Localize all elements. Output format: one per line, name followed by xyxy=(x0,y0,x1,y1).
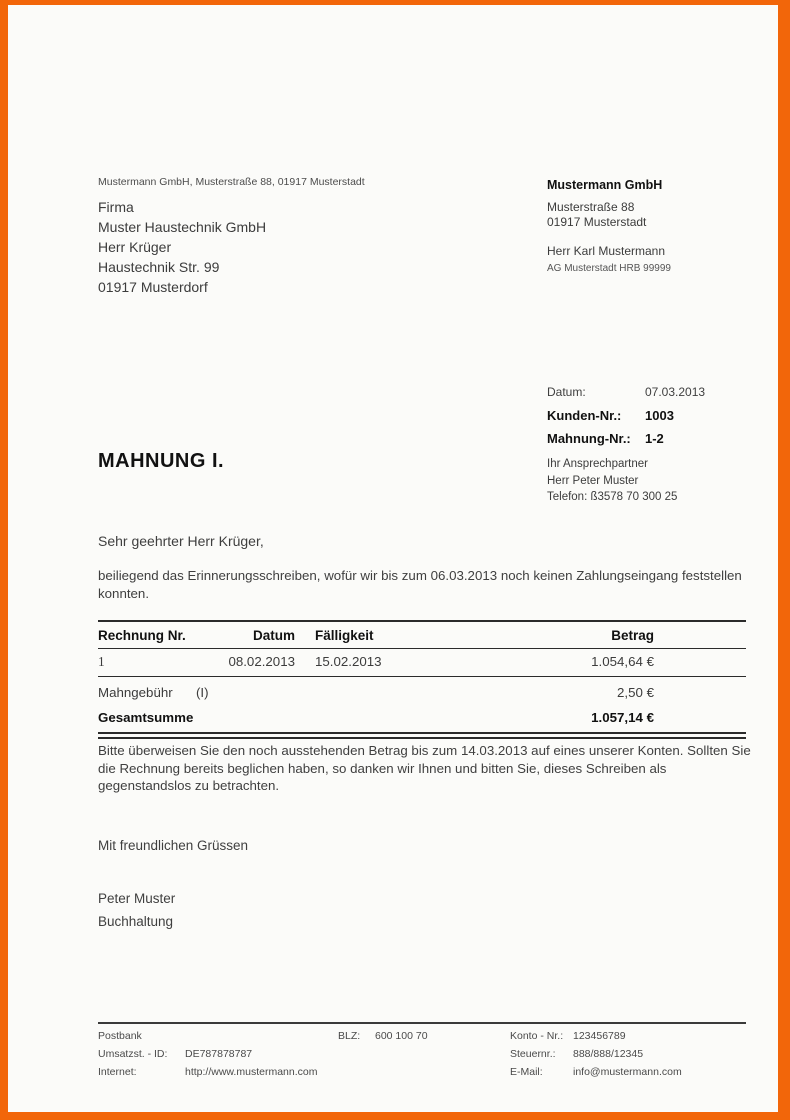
document-meta-block xyxy=(547,385,752,454)
fee-row xyxy=(98,677,746,707)
footer-internet-label: Internet: xyxy=(98,1066,137,1078)
recipient-line: Muster Haustechnik GmbH xyxy=(98,219,267,235)
recipient-line: Herr Krüger xyxy=(98,239,172,255)
header-amount: Betrag xyxy=(611,628,654,643)
closing-salutation: Mit freundlichen Grüssen xyxy=(98,838,249,853)
header-due-date: Fälligkeit xyxy=(315,628,374,643)
date-label: Datum: xyxy=(547,385,586,399)
contact-name: Herr Peter Muster xyxy=(547,474,639,487)
customer-number-label: Kunden-Nr.: xyxy=(547,408,622,423)
footer-internet-value: http://www.mustermann.com xyxy=(185,1066,318,1078)
invoice-table xyxy=(98,620,746,739)
table-header-row xyxy=(98,620,746,649)
footer-taxno-value: 888/888/12345 xyxy=(573,1048,644,1060)
company-registry: AG Musterstadt HRB 99999 xyxy=(547,263,671,274)
contact-phone: Telefon: ß3578 70 300 25 xyxy=(547,491,678,503)
footer-account-label: Konto - Nr.: xyxy=(510,1030,564,1042)
date-value: 07.03.2013 xyxy=(645,385,706,399)
contact-heading: Ihr Ansprechpartner xyxy=(547,458,649,470)
page-title: MAHNUNG I. xyxy=(98,450,225,472)
company-contact-person: Herr Karl Mustermann xyxy=(547,244,666,258)
salutation: Sehr geehrter Herr Krüger, xyxy=(98,533,264,549)
footer-row xyxy=(98,1048,746,1066)
cell-due-date: 15.02.2013 xyxy=(315,654,382,669)
letter-footer xyxy=(98,1022,746,1084)
total-spacer xyxy=(193,710,591,725)
footer-vatid-value: DE787878787 xyxy=(185,1048,253,1060)
fee-note: (I) xyxy=(196,685,209,700)
fee-label: Mahngebühr xyxy=(98,685,173,700)
table-bottom-rule xyxy=(98,732,746,739)
header-date: Datum xyxy=(252,628,295,643)
meta-customer-row xyxy=(547,408,752,431)
meta-dunning-row xyxy=(547,431,752,454)
dunning-number-value: 1-2 xyxy=(645,431,664,446)
footer-email-value: info@mustermann.com xyxy=(573,1066,682,1078)
customer-number-value: 1003 xyxy=(645,408,674,423)
footer-row xyxy=(98,1066,746,1084)
cell-date: 08.02.2013 xyxy=(228,654,295,669)
cell-invoice-number: 1 xyxy=(98,654,105,669)
body-paragraph: Bitte überweisen Sie den noch ausstehenden Betrag bis zum 14.03.2013 auf eines unserer Konten. Sollten Sie die Rechnung bereits beglichen haben, so danken wir Ihnen und bitten Sie, dieses Schreiben als gegenstandslos zu betrachten. xyxy=(98,743,751,793)
footer-bank-name: Postbank xyxy=(98,1030,142,1042)
recipient-line: Haustechnik Str. 99 xyxy=(98,259,220,275)
fee-amount: 2,50 € xyxy=(617,685,654,700)
footer-email-label: E-Mail: xyxy=(510,1066,543,1078)
footer-account-value: 123456789 xyxy=(573,1030,626,1042)
recipient-line: Firma xyxy=(98,199,134,215)
company-street: Musterstraße 88 xyxy=(547,200,635,214)
company-name: Mustermann GmbH xyxy=(547,178,663,192)
cell-amount: 1.054,64 € xyxy=(591,654,654,669)
total-row xyxy=(98,707,746,732)
dunning-number-label: Mahnung-Nr.: xyxy=(547,431,631,446)
signature-department: Buchhaltung xyxy=(98,914,174,929)
footer-row xyxy=(98,1030,746,1048)
table-row xyxy=(98,649,746,677)
sender-return-address: Mustermann GmbH, Musterstraße 88, 01917 Musterstadt xyxy=(98,176,365,188)
meta-date-row xyxy=(547,385,752,408)
footer-blz-value: 600 100 70 xyxy=(375,1030,428,1042)
recipient-line: 01917 Musterdorf xyxy=(98,279,208,295)
fee-spacer xyxy=(209,685,617,700)
company-city: 01917 Musterstadt xyxy=(547,215,647,229)
total-label: Gesamtsumme xyxy=(98,710,194,725)
recipient-address-block xyxy=(98,197,266,297)
total-amount: 1.057,14 € xyxy=(591,710,654,725)
intro-paragraph: beiliegend das Erinnerungsschreiben, wofür wir bis zum 06.03.2013 noch keinen Zahlungseingang feststellen konnten. xyxy=(98,568,742,601)
footer-vatid-label: Umsatzst. - ID: xyxy=(98,1048,168,1060)
footer-taxno-label: Steuernr.: xyxy=(510,1048,556,1060)
company-info-block xyxy=(547,178,671,276)
signature-name: Peter Muster xyxy=(98,891,176,906)
contact-person-block xyxy=(547,456,677,506)
header-invoice-number: Rechnung Nr. xyxy=(98,628,186,643)
footer-blz-label: BLZ: xyxy=(338,1030,361,1042)
